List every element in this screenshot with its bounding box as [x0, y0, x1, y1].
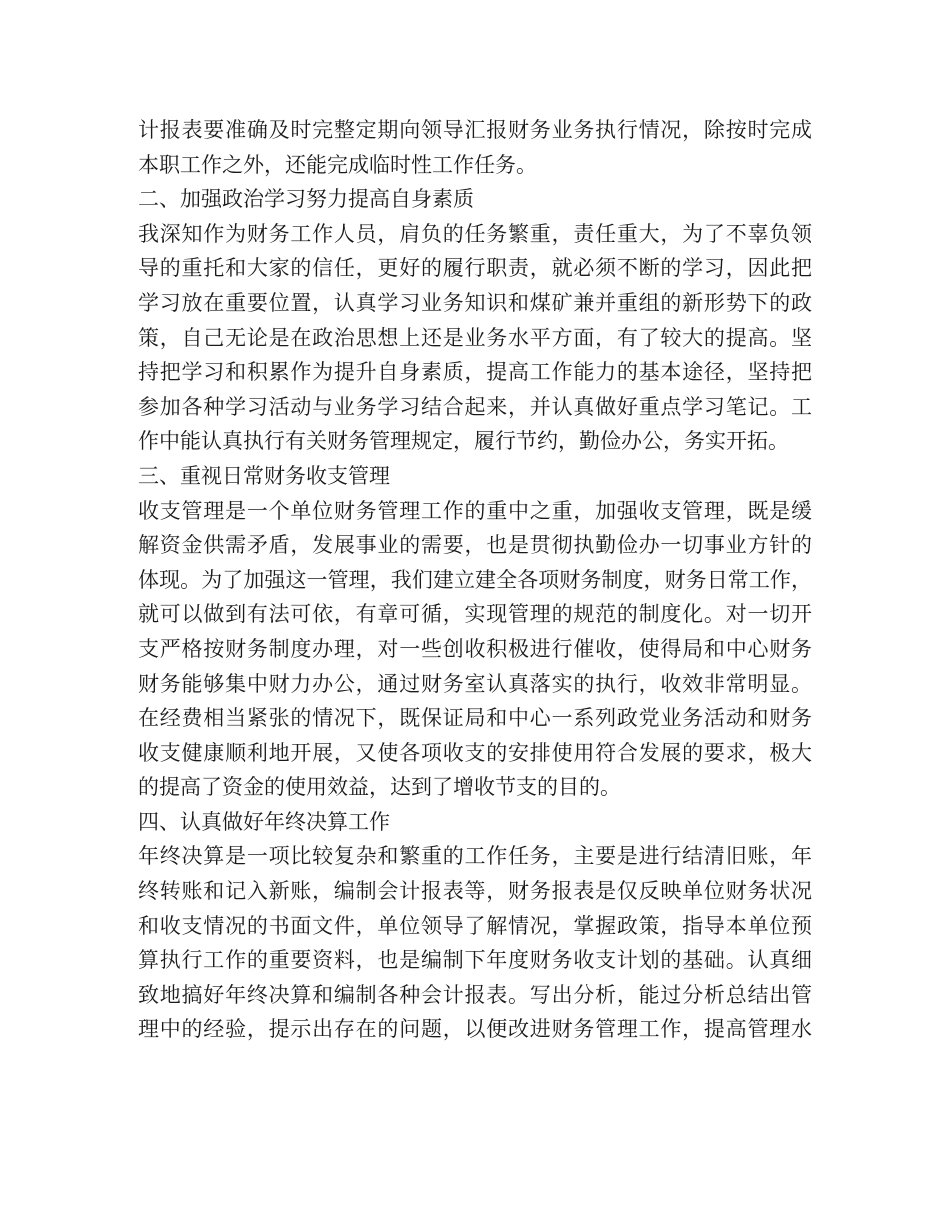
- paragraph-line: 算执行工作的重要资料，也是编制下年度财务收支计划的基础。认真细: [138, 948, 812, 973]
- paragraph-line: 理中的经验，提示出存在的问题，以便改进财务管理工作，提高管理水: [138, 1017, 812, 1042]
- paragraph-line: 终转账和记入新账，编制会计报表等，财务报表是仅反映单位财务状况: [138, 879, 812, 904]
- paragraph-line: 我深知作为财务工作人员，肩负的任务繁重，责任重大，为了不辜负领: [138, 221, 812, 246]
- paragraph-line: 就可以做到有法可依，有章可循，实现管理的规范的制度化。对一切开: [138, 602, 812, 627]
- paragraph-line: 体现。为了加强这一管理，我们建立建全各项财务制度，财务日常工作，: [138, 567, 812, 592]
- paragraph-line: 收支健康顺利地开展，又使各项收支的安排使用符合发展的要求，极大: [138, 740, 812, 765]
- paragraph-line: 本职工作之外，还能完成临时性工作任务。: [138, 152, 537, 177]
- paragraph-line: 计报表要准确及时完整定期向领导汇报财务业务执行情况，除按时完成: [138, 118, 812, 142]
- paragraph-line: 参加各种学习活动与业务学习结合起来，并认真做好重点学习笔记。工: [138, 394, 812, 419]
- paragraph-line: 作中能认真执行有关财务管理规定，履行节约，勤俭办公，务实开拓。: [138, 429, 789, 454]
- paragraph-line: 学习放在重要位置，认真学习业务知识和煤矿兼并重组的新形势下的政: [138, 290, 812, 315]
- paragraph-line: 致地搞好年终决算和编制各种会计报表。写出分析，能过分析总结出管: [138, 982, 812, 1007]
- section-heading: 四、认真做好年终决算工作: [138, 809, 390, 834]
- document-page: [138, 113, 812, 1047]
- paragraph-line: 和收支情况的书面文件，单位领导了解情况，掌握政策，指导本单位预: [138, 913, 812, 938]
- paragraph-line: 年终决算是一项比较复杂和繁重的工作任务，主要是进行结清旧账，年: [138, 844, 812, 869]
- paragraph-line: 持把学习和积累作为提升自身素质，提高工作能力的基本途径，坚持把: [138, 360, 812, 385]
- paragraph-line: 收支管理是一个单位财务管理工作的重中之重，加强收支管理，既是缓: [138, 498, 812, 523]
- paragraph-line: 策，自己无论是在政治思想上还是业务水平方面，有了较大的提高。坚: [138, 325, 812, 350]
- paragraph-line: 财务能够集中财力办公，通过财务室认真落实的执行，收效非常明显。: [138, 671, 812, 696]
- paragraph-line: 的提高了资金的使用效益，达到了增收节支的目的。: [138, 775, 621, 800]
- section-heading: 三、重视日常财务收支管理: [138, 463, 390, 488]
- paragraph-line: 在经费相当紧张的情况下，既保证局和中心一系列政党业务活动和财务: [138, 706, 812, 731]
- paragraph-line: 导的重托和大家的信任，更好的履行职责，就必须不断的学习，因此把: [138, 256, 812, 281]
- section-heading: 二、加强政治学习努力提高自身素质: [138, 187, 474, 212]
- paragraph-line: 支严格按财务制度办理，对一些创收积极进行催收，使得局和中心财务: [138, 636, 812, 661]
- paragraph-line: 解资金供需矛盾，发展事业的需要，也是贯彻执勤俭办一切事业方针的: [138, 533, 812, 558]
